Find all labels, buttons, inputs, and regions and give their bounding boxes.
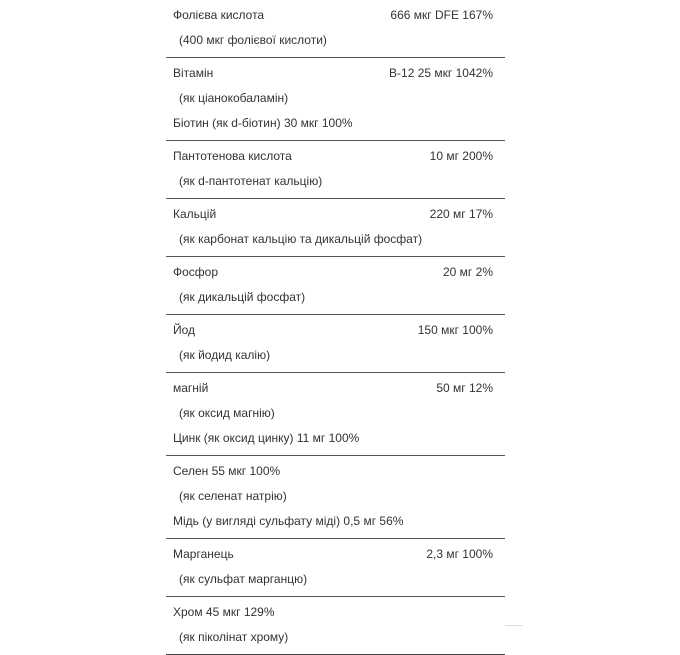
nutrient-name: Фосфор bbox=[173, 265, 219, 279]
nutrient-row bbox=[166, 141, 505, 199]
nutrient-amount: 20 мг 2% bbox=[443, 265, 493, 279]
nutrient-name: (як d-пантотенат кальцію) bbox=[179, 174, 323, 188]
nutrient-name: Вітамін bbox=[173, 66, 214, 80]
nutrient-name: (як карбонат кальцію та дикальцій фосфат) bbox=[179, 232, 423, 246]
nutrient-name: (як піколінат хрому) bbox=[179, 630, 289, 644]
nutrient-row bbox=[166, 58, 505, 141]
nutrient-subline bbox=[166, 86, 505, 111]
nutrient-name: Кальцій bbox=[173, 207, 217, 221]
nutrient-name: магній bbox=[173, 381, 209, 395]
nutrient-name: (як оксид магнію) bbox=[179, 406, 275, 420]
nutrient-line bbox=[166, 318, 505, 343]
nutrient-subline bbox=[166, 401, 505, 426]
nutrient-name: Біотин (як d-біотин) 30 мкг 100% bbox=[173, 116, 353, 130]
nutrient-subline bbox=[166, 625, 505, 650]
nutrition-facts-table bbox=[166, 0, 505, 655]
nutrient-row bbox=[166, 257, 505, 315]
nutrient-row bbox=[166, 0, 505, 58]
nutrient-name: Хром 45 мкг 129% bbox=[173, 605, 275, 619]
nutrient-subline bbox=[166, 28, 505, 53]
nutrient-subline bbox=[166, 509, 505, 534]
nutrient-line bbox=[166, 202, 505, 227]
nutrient-line bbox=[166, 3, 505, 28]
nutrient-line bbox=[166, 459, 505, 484]
nutrient-line bbox=[166, 144, 505, 169]
nutrient-subline bbox=[166, 426, 505, 451]
nutrient-name: Марганець bbox=[173, 547, 234, 561]
nutrient-subline bbox=[166, 227, 505, 252]
nutrient-amount: 10 мг 200% bbox=[429, 149, 493, 163]
nutrient-amount: B-12 25 мкг 1042% bbox=[389, 66, 493, 80]
nutrient-name: Цинк (як оксид цинку) 11 мг 100% bbox=[173, 431, 360, 445]
nutrient-amount: 220 мг 17% bbox=[429, 207, 493, 221]
nutrient-line bbox=[166, 61, 505, 86]
nutrient-line bbox=[166, 260, 505, 285]
nutrient-name: (як йодид калію) bbox=[179, 348, 271, 362]
table-border-extension bbox=[505, 625, 523, 626]
nutrient-row bbox=[166, 199, 505, 257]
nutrient-name: (як сульфат марганцю) bbox=[179, 572, 308, 586]
nutrient-line bbox=[166, 542, 505, 567]
nutrient-line bbox=[166, 376, 505, 401]
nutrient-amount: 2,3 мг 100% bbox=[426, 547, 493, 561]
nutrient-name: Селен 55 мкг 100% bbox=[173, 464, 281, 478]
nutrient-subline bbox=[166, 169, 505, 194]
nutrient-name: Йод bbox=[173, 323, 196, 337]
nutrient-row bbox=[166, 597, 505, 655]
nutrient-subline bbox=[166, 285, 505, 310]
nutrient-amount: 150 мкг 100% bbox=[417, 323, 493, 337]
nutrient-name: Мідь (у вигляді сульфату міді) 0,5 мг 56% bbox=[173, 514, 404, 528]
nutrient-row bbox=[166, 315, 505, 373]
nutrient-row bbox=[166, 539, 505, 597]
nutrient-name: Фолієва кислота bbox=[173, 8, 265, 22]
nutrient-name: (як дикальцій фосфат) bbox=[179, 290, 306, 304]
nutrient-subline bbox=[166, 343, 505, 368]
nutrient-name: Пантотенова кислота bbox=[173, 149, 292, 163]
nutrient-subline bbox=[166, 567, 505, 592]
nutrient-name: (як ціанокобаламін) bbox=[179, 91, 289, 105]
nutrient-subline bbox=[166, 111, 505, 136]
nutrient-name: (як селенат натрію) bbox=[179, 489, 287, 503]
nutrient-row bbox=[166, 456, 505, 539]
nutrient-amount: 666 мкг DFE 167% bbox=[390, 8, 493, 22]
nutrient-line bbox=[166, 600, 505, 625]
nutrient-amount: 50 мг 12% bbox=[436, 381, 493, 395]
nutrient-row bbox=[166, 373, 505, 456]
nutrient-subline bbox=[166, 484, 505, 509]
nutrient-name: (400 мкг фолієвої кислоти) bbox=[179, 33, 327, 47]
